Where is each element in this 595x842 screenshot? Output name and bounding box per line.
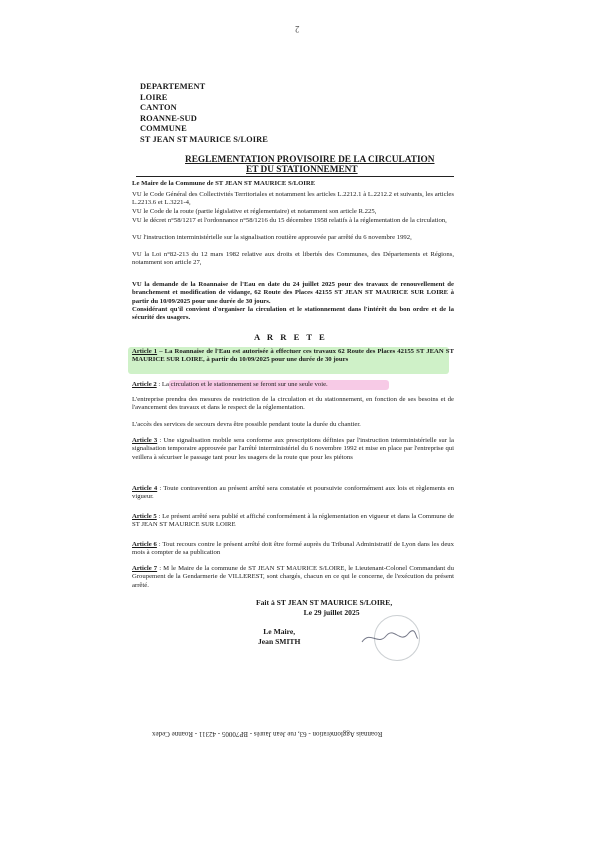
article-2-access: L'accès des services de secours devra être possible pendant toute la durée du chantier. — [132, 421, 361, 428]
header-line: COMMUNE — [140, 124, 187, 134]
mayor-title: Le Maire, — [263, 627, 296, 636]
visa-5: VU la Loi n°82-213 du 12 mars 1982 relative aux droits et libertés des Communes, des Départements et Régions, notamment son article 27, — [132, 251, 454, 267]
article-text: : Tout recours contre le présent arrêté doit être formé auprès du Tribunal Administratif de Lyon dans les deux mois à compter de sa publication — [132, 541, 454, 557]
visa-3: VU le décret n°58/1217 et l'ordonnance n°58/1216 du 15 décembre 1958 relatifs à la réglementation de la circulation, — [132, 217, 447, 224]
article-5 — [132, 513, 454, 530]
header-line: LOIRE — [140, 92, 168, 102]
article-label: Article 1 — [132, 348, 158, 355]
article-label: Article 7 — [132, 565, 158, 572]
article-2 — [132, 381, 454, 389]
article-text: : Une signalisation mobile sera conforme aux prescriptions définies par l'instruction interministérielle sur la signalisation temporaire approuvée par l'arrêté interministériel du 6 novembre 1992 et mise en place par l'entreprise qui veillera à sécuriser le passage tant pour les usagers de la route que pour les piétons — [132, 437, 454, 461]
article-3 — [132, 437, 454, 462]
article-7 — [132, 565, 454, 590]
arrete-heading: A R R E T E — [254, 332, 328, 342]
done-date: Le 29 juillet 2025 — [303, 607, 360, 617]
article-4 — [132, 485, 454, 502]
article-label: Article 3 — [132, 437, 158, 444]
article-1 — [132, 348, 454, 365]
signature-block — [258, 627, 300, 646]
done-place: Fait à ST JEAN ST MAURICE S/LOIRE, — [256, 598, 393, 607]
request-paragraph: VU la demande de la Roannaise de l'Eau en date du 24 juillet 2025 pour des travaux de renouvellement de branchement et modification de vidange, 62 Route des Places 42155 ST JEAN ST MAURICE SUR LOIRE à partir du 10/09/2025 pour une durée de 30 jours. — [132, 281, 454, 305]
visa-4: VU l'instruction interministérielle sur la signalisation routière approuvée par arrêté du 6 novembre 1992, — [132, 234, 412, 241]
header-line: CANTON — [140, 103, 177, 113]
considering-paragraph: Considérant qu'il convient d'organiser la circulation et le stationnement dans l'intérêt du bon ordre et de la sécurité des usagers. — [132, 306, 454, 322]
article-2-detail: L'entreprise prendra des mesures de restriction de la circulation et du stationnement, en fonction de ses besoins et de l'avancement des travaux et dans le respect de la réglementation. — [132, 396, 454, 412]
mayor-intro: Le Maire de la Commune de ST JEAN ST MAURICE S/LOIRE — [132, 180, 316, 187]
done-at — [256, 598, 392, 617]
document-title: REGLEMENTATION PROVISOIRE DE LA CIRCULATION — [185, 155, 435, 165]
signature-icon — [360, 628, 420, 648]
article-text: : Toute contravention au présent arrêté sera constatée et poursuivie conformément aux lois et règlements en vigueur. — [132, 485, 454, 501]
administrative-header — [140, 82, 268, 146]
header-line: ST JEAN ST MAURICE S/LOIRE — [140, 134, 268, 144]
page-number: 2 — [295, 24, 300, 34]
header-line: ROANNE-SUD — [140, 113, 197, 123]
article-label: Article 6 — [132, 541, 157, 548]
header-line: DEPARTEMENT — [140, 82, 206, 91]
article-text: : La circulation et le stationnement se feront sur une seule voie. — [156, 381, 328, 388]
article-text: – La Roannaise de l'Eau est autorisée à effectuer ces travaux 62 Route des Places 42155 ST JEAN ST MAURICE SUR LOIRE, à partir du 10/09/2025 pour une durée de 30 jours — [132, 348, 454, 364]
visa-1: VU le Code Général des Collectivités Territoriales et notamment les articles L.2212.1 à L.2212.2 et suivants, les articles L.2213.6 et L.3221-4, — [132, 191, 454, 207]
article-text: : Le présent arrêté sera publié et affiché conformément à la réglementation en vigueur et dans la Commune de ST JEAN ST MAURICE SUR LOIRE — [132, 513, 454, 529]
article-text: : M le Maire de la commune de ST JEAN ST MAURICE S/LOIRE, le Lieutenant-Colonel Commandant du Groupement de la Gendarmerie de VILLEREST, sont chargés, chacun en ce qui le concerne, de l'exécution du présent arrêté. — [132, 565, 454, 589]
document-subtitle: ET DU STATIONNEMENT — [246, 165, 358, 175]
mayor-name: Jean SMITH — [258, 636, 301, 646]
article-label: Article 2 — [132, 381, 157, 388]
article-label: Article 5 — [132, 513, 157, 520]
article-6 — [132, 541, 454, 558]
article-label: Article 4 — [132, 485, 158, 492]
visa-2: VU le Code de la route (partie législative et réglementaire) et notamment son article R.225, — [132, 208, 377, 215]
footer-address: Roannais Agglomération - 63, rue Jean Jaurès - BP70005 - 42311 - Roanne Cedex — [152, 730, 383, 738]
